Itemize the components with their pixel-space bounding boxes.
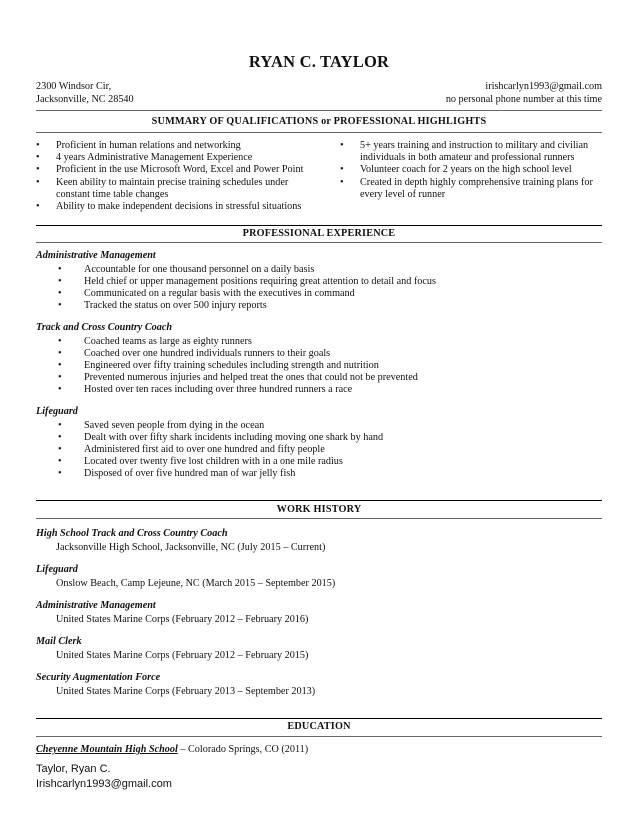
- education-entry: [36, 744, 308, 755]
- duty-text: Communicated on a regular basis with the executives in command: [84, 288, 355, 299]
- header-divider: [36, 110, 602, 111]
- experience-role: [36, 322, 602, 396]
- experience-section: [36, 250, 602, 480]
- bullet-icon: •: [58, 348, 62, 359]
- summary-item-text: 4 years Administrative Management Experience: [56, 152, 253, 164]
- job-detail: United States Marine Corps (February 2013 – September 2013): [56, 686, 316, 697]
- bullet-icon: •: [36, 176, 40, 188]
- summary-item-text: Proficient in the use Microsoft Word, Excel and Power Point: [56, 164, 304, 176]
- bullet-icon: •: [58, 336, 62, 347]
- work-history-section: [36, 528, 602, 698]
- bullet-icon: •: [58, 360, 62, 371]
- summary-heading: SUMMARY OF QUALIFICATIONS or PROFESSIONAL HIGHLIGHTS: [151, 116, 487, 127]
- job-title: Mail Clerk: [36, 636, 82, 647]
- job-title: High School Track and Cross Country Coach: [36, 528, 228, 539]
- bullet-icon: •: [58, 444, 62, 455]
- bullet-icon: •: [58, 432, 62, 443]
- phone-note: no personal phone number at this time: [445, 94, 602, 105]
- bullet-icon: •: [58, 276, 62, 287]
- summary-left-column: [36, 140, 321, 213]
- summary-item: [36, 201, 321, 213]
- work-history-divider: [36, 500, 602, 501]
- bullet-icon: •: [58, 420, 62, 431]
- email-address[interactable]: irishcarlyn1993@gmail.com: [485, 81, 602, 92]
- education-subdivider: [36, 736, 602, 737]
- job-title: Administrative Management: [36, 600, 156, 611]
- address-line-2: Jacksonville, NC 28540: [36, 94, 134, 105]
- footer-name: Taylor, Ryan C.: [36, 763, 111, 775]
- bullet-icon: •: [340, 164, 344, 176]
- summary-item-text: Keen ability to maintain precise training schedules under constant time table changes: [56, 176, 289, 200]
- duty-item: [36, 276, 602, 288]
- duty-item: [36, 288, 602, 300]
- work-entry: [36, 672, 602, 698]
- bullet-icon: •: [58, 456, 62, 467]
- duty-text: Administered first aid to over one hundred and fifty people: [84, 444, 325, 455]
- duty-item: [36, 468, 602, 480]
- work-entry: [36, 600, 602, 626]
- footer-email: Irishcarlyn1993@gmail.com: [36, 777, 172, 790]
- bullet-icon: •: [340, 176, 344, 188]
- job-title: Security Augmentation Force: [36, 672, 161, 683]
- school-detail: – Colorado Springs, CO (2011): [177, 744, 309, 755]
- job-detail: United States Marine Corps (February 2012 – February 2016): [56, 614, 309, 625]
- duty-item: [36, 264, 602, 276]
- bullet-icon: •: [58, 468, 62, 479]
- duty-item: [36, 300, 602, 312]
- summary-item-text: Proficient in human relations and networking: [56, 140, 241, 151]
- job-detail: Jacksonville High School, Jacksonville, NC (July 2015 – Current): [56, 542, 326, 553]
- summary-item-text: 5+ years training and instruction to military and civilian individuals in both amateur and professional runners: [360, 140, 589, 164]
- duty-text: Held chief or upper management positions requiring great attention to detail and focus: [84, 276, 436, 287]
- bullet-icon: •: [58, 384, 62, 395]
- duty-text: Tracked the status on over 500 injury reports: [84, 300, 267, 311]
- education-divider: [36, 718, 602, 719]
- role-duties: [36, 336, 602, 396]
- summary-item: [340, 177, 602, 201]
- education-heading: EDUCATION: [287, 721, 351, 732]
- duty-text: Disposed of over five hundred man of war jelly fish: [84, 468, 296, 479]
- work-history-heading: WORK HISTORY: [276, 504, 362, 515]
- bullet-icon: •: [58, 264, 62, 275]
- work-entry: [36, 564, 602, 590]
- duty-text: Prevented numerous injuries and helped treat the ones that could not be prevented: [84, 372, 418, 383]
- experience-divider: [36, 225, 602, 226]
- school-name: Cheyenne Mountain High School: [36, 744, 178, 755]
- duty-text: Hosted over ten races including over three hundred runners a race: [84, 384, 353, 395]
- experience-subdivider: [36, 242, 602, 243]
- role-duties: [36, 420, 602, 480]
- duty-text: Coached over one hundred individuals runners to their goals: [84, 348, 331, 359]
- address-line-1: 2300 Windsor Cir,: [36, 81, 112, 92]
- experience-heading: PROFESSIONAL EXPERIENCE: [242, 228, 396, 239]
- duty-text: Dealt with over fifty shark incidents including moving one shark by hand: [84, 432, 384, 443]
- role-title: Track and Cross Country Coach: [36, 322, 173, 333]
- duty-item: [36, 432, 602, 444]
- summary-item-text: Ability to make independent decisions in stressful situations: [56, 201, 302, 213]
- summary-right-column: [340, 140, 602, 201]
- duty-item: [36, 372, 602, 384]
- duty-text: Located over twenty five lost children with in a one mile radius: [84, 456, 343, 467]
- summary-item-text: Created in depth highly comprehensive training plans for every level of runner: [360, 176, 593, 200]
- role-title: Administrative Management: [36, 250, 156, 261]
- role-title: Lifeguard: [36, 406, 78, 417]
- summary-item-text: Volunteer coach for 2 years on the high school level: [360, 164, 572, 176]
- duty-item: [36, 348, 602, 360]
- bullet-icon: •: [36, 201, 40, 213]
- summary-item: [36, 164, 321, 176]
- role-duties: [36, 264, 602, 312]
- bullet-icon: •: [36, 164, 40, 176]
- bullet-icon: •: [58, 372, 62, 383]
- duty-item: [36, 384, 602, 396]
- summary-item: [340, 140, 602, 164]
- work-entry: [36, 636, 602, 662]
- address-block: [36, 80, 134, 106]
- duty-text: Engineered over fifty training schedules including strength and nutrition: [84, 360, 379, 371]
- duty-item: [36, 456, 602, 468]
- work-entry: [36, 528, 602, 554]
- bullet-icon: •: [36, 140, 40, 151]
- duty-item: [36, 336, 602, 348]
- summary-item: [36, 152, 321, 164]
- job-title: Lifeguard: [36, 564, 78, 575]
- contact-block: [446, 80, 602, 106]
- experience-role: [36, 406, 602, 480]
- duty-text: Accountable for one thousand personnel on a daily basis: [84, 264, 315, 275]
- bullet-icon: •: [58, 300, 62, 311]
- job-detail: Onslow Beach, Camp Lejeune, NC (March 2015 – September 2015): [56, 578, 336, 589]
- summary-divider: [36, 132, 602, 133]
- job-detail: United States Marine Corps (February 2012 – February 2015): [56, 650, 309, 661]
- summary-item: [340, 164, 602, 176]
- bullet-icon: •: [36, 152, 40, 164]
- duty-text: Saved seven people from dying in the ocean: [84, 420, 265, 431]
- experience-role: [36, 250, 602, 312]
- duty-item: [36, 420, 602, 432]
- footer: [36, 762, 172, 791]
- duty-text: Coached teams as large as eighty runners: [84, 336, 252, 347]
- duty-item: [36, 444, 602, 456]
- bullet-icon: •: [58, 288, 62, 299]
- summary-item: [36, 140, 321, 152]
- candidate-name: RYAN C. TAYLOR: [248, 52, 390, 71]
- bullet-icon: •: [340, 140, 344, 151]
- summary-item: [36, 177, 321, 201]
- duty-item: [36, 360, 602, 372]
- work-history-subdivider: [36, 518, 602, 519]
